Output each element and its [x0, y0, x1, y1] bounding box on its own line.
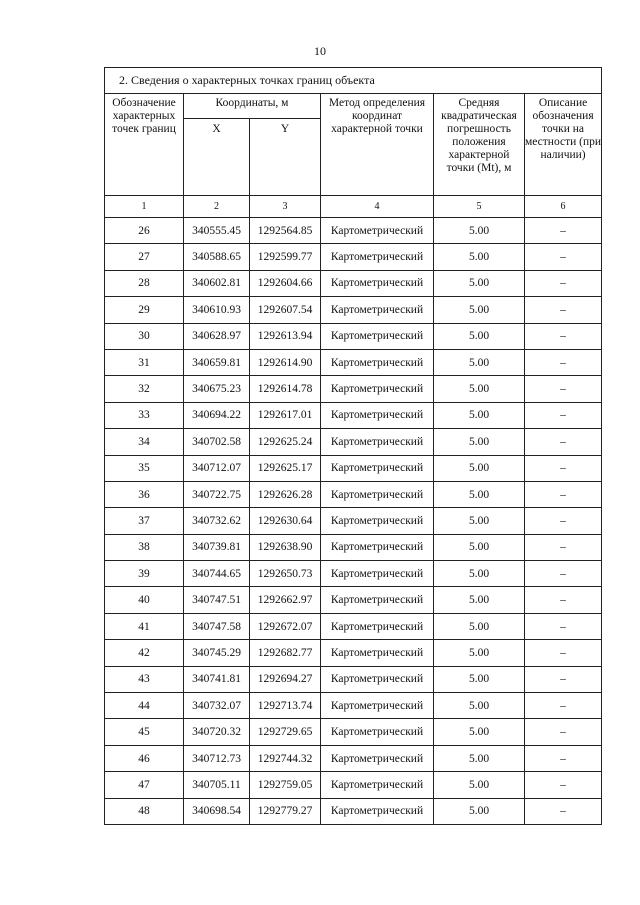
cell-error: 5.00 — [434, 508, 525, 534]
section-title: 2. Сведения о характерных точках границ объекта — [105, 68, 602, 94]
cell-x: 340555.45 — [184, 218, 250, 244]
cell-method: Картометрический — [321, 376, 434, 402]
cell-description: – — [525, 323, 602, 349]
header-designation: Обозначение характерных точек границ — [105, 94, 184, 196]
cell-y: 1292625.24 — [250, 429, 321, 455]
cell-y: 1292650.73 — [250, 561, 321, 587]
cell-y: 1292638.90 — [250, 534, 321, 560]
cell-y: 1292713.74 — [250, 693, 321, 719]
column-number: 6 — [525, 196, 602, 218]
table-row — [105, 772, 602, 798]
header-y: Y — [250, 119, 321, 196]
cell-y: 1292599.77 — [250, 244, 321, 270]
cell-x: 340720.32 — [184, 719, 250, 745]
cell-point: 36 — [105, 481, 184, 507]
cell-error: 5.00 — [434, 534, 525, 560]
cell-method: Картометрический — [321, 587, 434, 613]
cell-point: 29 — [105, 297, 184, 323]
cell-x: 340722.75 — [184, 481, 250, 507]
boundary-points-table — [104, 67, 602, 825]
cell-x: 340739.81 — [184, 534, 250, 560]
cell-error: 5.00 — [434, 587, 525, 613]
table-row — [105, 508, 602, 534]
cell-y: 1292607.54 — [250, 297, 321, 323]
cell-error: 5.00 — [434, 798, 525, 824]
cell-y: 1292564.85 — [250, 218, 321, 244]
cell-method: Картометрический — [321, 745, 434, 771]
cell-method: Картометрический — [321, 772, 434, 798]
table-row — [105, 402, 602, 428]
cell-point: 46 — [105, 745, 184, 771]
cell-error: 5.00 — [434, 481, 525, 507]
cell-y: 1292614.78 — [250, 376, 321, 402]
cell-x: 340628.97 — [184, 323, 250, 349]
cell-method: Картометрический — [321, 481, 434, 507]
cell-error: 5.00 — [434, 402, 525, 428]
cell-x: 340732.62 — [184, 508, 250, 534]
column-number: 5 — [434, 196, 525, 218]
cell-method: Картометрический — [321, 508, 434, 534]
column-number: 3 — [250, 196, 321, 218]
header-error: Средняя квадратическая погрешность положения характерной точки (Mt), м — [434, 94, 525, 196]
cell-y: 1292630.64 — [250, 508, 321, 534]
cell-description: – — [525, 244, 602, 270]
cell-y: 1292672.07 — [250, 613, 321, 639]
cell-method: Картометрический — [321, 218, 434, 244]
cell-description: – — [525, 508, 602, 534]
cell-y: 1292614.90 — [250, 349, 321, 375]
table-row — [105, 481, 602, 507]
table-row — [105, 429, 602, 455]
cell-method: Картометрический — [321, 297, 434, 323]
table-row — [105, 693, 602, 719]
cell-method: Картометрический — [321, 719, 434, 745]
cell-point: 45 — [105, 719, 184, 745]
cell-y: 1292613.94 — [250, 323, 321, 349]
cell-point: 26 — [105, 218, 184, 244]
cell-description: – — [525, 376, 602, 402]
cell-point: 43 — [105, 666, 184, 692]
table-row — [105, 613, 602, 639]
cell-y: 1292626.28 — [250, 481, 321, 507]
table-row — [105, 218, 602, 244]
cell-x: 340705.11 — [184, 772, 250, 798]
cell-point: 34 — [105, 429, 184, 455]
column-number: 4 — [321, 196, 434, 218]
cell-error: 5.00 — [434, 297, 525, 323]
header-method: Метод определения координат характерной точки — [321, 94, 434, 196]
cell-method: Картометрический — [321, 640, 434, 666]
cell-error: 5.00 — [434, 772, 525, 798]
table-row — [105, 455, 602, 481]
cell-method: Картометрический — [321, 666, 434, 692]
cell-error: 5.00 — [434, 323, 525, 349]
cell-error: 5.00 — [434, 666, 525, 692]
table-row — [105, 587, 602, 613]
cell-description: – — [525, 455, 602, 481]
header-x: X — [184, 119, 250, 196]
cell-x: 340745.29 — [184, 640, 250, 666]
cell-x: 340741.81 — [184, 666, 250, 692]
column-number: 1 — [105, 196, 184, 218]
table-row — [105, 561, 602, 587]
cell-point: 47 — [105, 772, 184, 798]
cell-point: 30 — [105, 323, 184, 349]
cell-y: 1292682.77 — [250, 640, 321, 666]
cell-method: Картометрический — [321, 429, 434, 455]
cell-x: 340694.22 — [184, 402, 250, 428]
cell-description: – — [525, 481, 602, 507]
table-row — [105, 349, 602, 375]
cell-description: – — [525, 534, 602, 560]
table-row — [105, 244, 602, 270]
cell-x: 340732.07 — [184, 693, 250, 719]
cell-method: Картометрический — [321, 244, 434, 270]
column-numbers-row — [105, 196, 602, 218]
cell-method: Картометрический — [321, 613, 434, 639]
cell-point: 44 — [105, 693, 184, 719]
cell-method: Картометрический — [321, 455, 434, 481]
cell-method: Картометрический — [321, 798, 434, 824]
cell-description: – — [525, 666, 602, 692]
cell-y: 1292662.97 — [250, 587, 321, 613]
cell-y: 1292694.27 — [250, 666, 321, 692]
cell-method: Картометрический — [321, 323, 434, 349]
table-row — [105, 534, 602, 560]
cell-x: 340747.51 — [184, 587, 250, 613]
cell-method: Картометрический — [321, 534, 434, 560]
page-number: 10 — [314, 44, 326, 58]
cell-error: 5.00 — [434, 745, 525, 771]
cell-point: 38 — [105, 534, 184, 560]
cell-error: 5.00 — [434, 218, 525, 244]
cell-description: – — [525, 693, 602, 719]
cell-description: – — [525, 798, 602, 824]
cell-description: – — [525, 429, 602, 455]
cell-description: – — [525, 297, 602, 323]
cell-point: 27 — [105, 244, 184, 270]
cell-error: 5.00 — [434, 719, 525, 745]
cell-y: 1292729.65 — [250, 719, 321, 745]
cell-x: 340747.58 — [184, 613, 250, 639]
cell-method: Картометрический — [321, 693, 434, 719]
cell-point: 37 — [105, 508, 184, 534]
cell-x: 340712.07 — [184, 455, 250, 481]
table-row — [105, 666, 602, 692]
cell-error: 5.00 — [434, 429, 525, 455]
cell-x: 340675.23 — [184, 376, 250, 402]
cell-description: – — [525, 561, 602, 587]
cell-method: Картометрический — [321, 402, 434, 428]
cell-x: 340712.73 — [184, 745, 250, 771]
cell-description: – — [525, 587, 602, 613]
cell-point: 48 — [105, 798, 184, 824]
section-title-row — [105, 68, 602, 94]
cell-y: 1292759.05 — [250, 772, 321, 798]
cell-x: 340602.81 — [184, 270, 250, 296]
table-row — [105, 323, 602, 349]
cell-point: 42 — [105, 640, 184, 666]
cell-x: 340610.93 — [184, 297, 250, 323]
cell-error: 5.00 — [434, 640, 525, 666]
table-row — [105, 297, 602, 323]
table-row — [105, 376, 602, 402]
cell-point: 35 — [105, 455, 184, 481]
cell-error: 5.00 — [434, 693, 525, 719]
table-row — [105, 719, 602, 745]
cell-description: – — [525, 745, 602, 771]
table-row — [105, 798, 602, 824]
table-row — [105, 640, 602, 666]
cell-error: 5.00 — [434, 270, 525, 296]
cell-x: 340588.65 — [184, 244, 250, 270]
cell-x: 340702.58 — [184, 429, 250, 455]
cell-point: 41 — [105, 613, 184, 639]
cell-method: Картометрический — [321, 561, 434, 587]
cell-description: – — [525, 613, 602, 639]
cell-description: – — [525, 640, 602, 666]
cell-description: – — [525, 270, 602, 296]
cell-error: 5.00 — [434, 349, 525, 375]
cell-x: 340698.54 — [184, 798, 250, 824]
cell-y: 1292604.66 — [250, 270, 321, 296]
cell-error: 5.00 — [434, 561, 525, 587]
cell-x: 340744.65 — [184, 561, 250, 587]
header-row — [105, 94, 602, 119]
header-description: Описание обозначения точки на местности (при наличии) — [525, 94, 602, 196]
cell-method: Картометрический — [321, 270, 434, 296]
cell-description: – — [525, 218, 602, 244]
cell-description: – — [525, 349, 602, 375]
cell-description: – — [525, 719, 602, 745]
cell-point: 39 — [105, 561, 184, 587]
cell-y: 1292625.17 — [250, 455, 321, 481]
cell-description: – — [525, 402, 602, 428]
cell-method: Картометрический — [321, 349, 434, 375]
cell-point: 31 — [105, 349, 184, 375]
table-row — [105, 270, 602, 296]
cell-y: 1292779.27 — [250, 798, 321, 824]
cell-point: 32 — [105, 376, 184, 402]
cell-y: 1292744.32 — [250, 745, 321, 771]
cell-error: 5.00 — [434, 244, 525, 270]
cell-description: – — [525, 772, 602, 798]
cell-x: 340659.81 — [184, 349, 250, 375]
cell-error: 5.00 — [434, 455, 525, 481]
cell-error: 5.00 — [434, 613, 525, 639]
cell-error: 5.00 — [434, 376, 525, 402]
column-number: 2 — [184, 196, 250, 218]
cell-point: 28 — [105, 270, 184, 296]
header-coordinates: Координаты, м — [184, 94, 321, 119]
cell-y: 1292617.01 — [250, 402, 321, 428]
cell-point: 40 — [105, 587, 184, 613]
cell-point: 33 — [105, 402, 184, 428]
table-row — [105, 745, 602, 771]
